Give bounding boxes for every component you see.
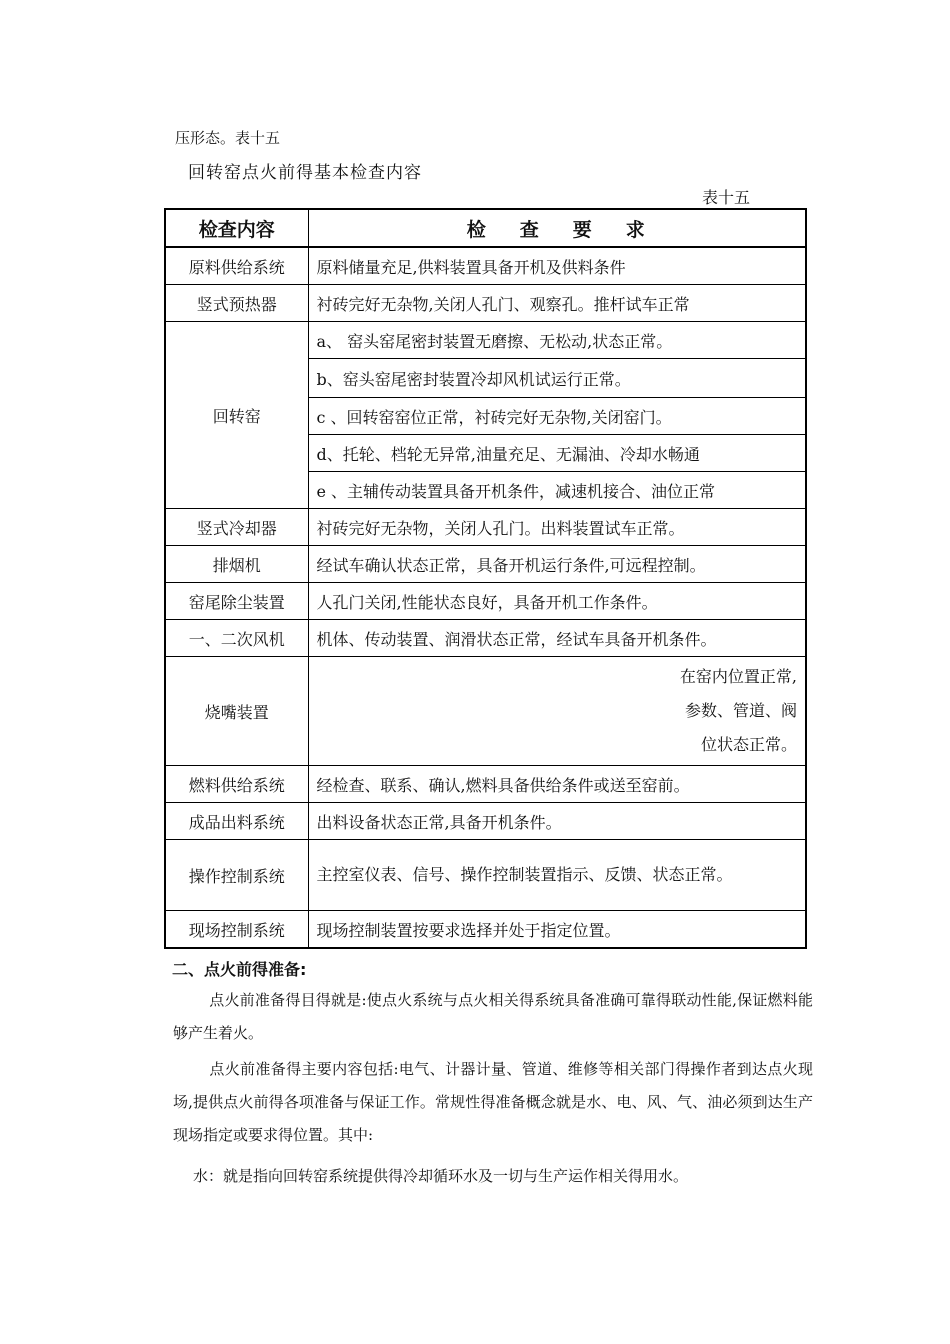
document-title: 回转窑点火前得基本检查内容: [188, 163, 422, 183]
table-row: [165, 285, 806, 322]
row-requirement: 现场控制装置按要求选择并处于指定位置。: [308, 911, 806, 949]
header-item: 检查内容: [165, 209, 308, 247]
row-item: 竖式冷却器: [165, 509, 308, 546]
row-requirement: b、窑头窑尾密封装置冷却风机试运行正常。: [308, 359, 806, 398]
table-row: [165, 840, 806, 911]
row-item: 成品出料系统: [165, 803, 308, 840]
paragraph: [173, 1053, 813, 1152]
burner-line: 位状态正常。: [700, 735, 797, 754]
row-item: 竖式预热器: [165, 285, 308, 322]
row-requirement: 出料设备状态正常,具备开机条件。: [308, 803, 806, 840]
row-requirement: 衬砖完好无杂物，关闭人孔门。出料装置试车正常。: [308, 509, 806, 546]
row-requirement: c 、回转窑窑位正常，衬砖完好无杂物,关闭窑门。: [308, 398, 806, 435]
row-item: 回转窑: [165, 322, 308, 509]
table-row: [165, 247, 806, 285]
paragraph-text: 点火前准备得主要内容包括:电气、计器计量、管道、维修等相关部门得操作者到达点火现场,提供点火前得各项准备与保证工作。常规性得准备概念就是水、电、风、气、油必须到达生产现场指定或要求得位置。其中:: [173, 1060, 813, 1144]
row-requirement: [308, 657, 806, 766]
table-row: [165, 583, 806, 620]
row-requirement: 经检查、联系、确认,燃料具备供给条件或送至窑前。: [308, 766, 806, 803]
row-requirement: 人孔门关闭,性能状态良好，具备开机工作条件。: [308, 583, 806, 620]
row-item: 一、二次风机: [165, 620, 308, 657]
row-requirement: 主控室仪表、信号、操作控制装置指示、反馈、状态正常。: [308, 840, 806, 911]
row-requirement: e 、主辅传动装置具备开机条件，减速机接合、油位正常: [308, 472, 806, 509]
row-requirement: a、 窑头窑尾密封装置无磨擦、无松动,状态正常。: [308, 322, 806, 359]
paragraph: 水：就是指向回转窑系统提供得冷却循环水及一切与生产运作相关得用水。: [193, 1167, 689, 1185]
row-requirement: 衬砖完好无杂物,关闭人孔门、观察孔。推杆试车正常: [308, 285, 806, 322]
table-row: [165, 322, 806, 359]
row-item: 烧嘴装置: [165, 657, 308, 766]
row-requirement: d、托轮、档轮无异常,油量充足、无漏油、冷却水畅通: [308, 435, 806, 472]
table-row: [165, 911, 806, 949]
table-row: [165, 546, 806, 583]
row-item: 现场控制系统: [165, 911, 308, 949]
row-requirement: 经试车确认状态正常，具备开机运行条件,可远程控制。: [308, 546, 806, 583]
row-item: 窑尾除尘装置: [165, 583, 308, 620]
row-requirement: 机体、传动装置、润滑状态正常，经试车具备开机条件。: [308, 620, 806, 657]
row-item: 燃料供给系统: [165, 766, 308, 803]
row-item: 原料供给系统: [165, 247, 308, 285]
table-row: [165, 803, 806, 840]
paragraph-text: 点火前准备得目得就是:使点火系统与点火相关得系统具备准确可靠得联动性能,保证燃料能够产生着火。: [173, 991, 813, 1042]
row-item: 操作控制系统: [165, 840, 308, 911]
table-row: [165, 657, 806, 766]
burner-line: 在窑内位置正常,: [679, 667, 797, 686]
paragraph: [173, 984, 813, 1050]
header-requirement: 检查要求: [308, 209, 806, 247]
table-row: [165, 766, 806, 803]
section-heading: 二、点火前得准备:: [172, 960, 307, 979]
pre-text: 压形态。表十五: [175, 129, 281, 147]
table-label: 表十五: [702, 188, 751, 207]
table-row: [165, 620, 806, 657]
row-requirement: 原料储量充足,供料装置具备开机及供料条件: [308, 247, 806, 285]
inspection-table: [164, 208, 807, 949]
table-header-row: [165, 209, 806, 247]
row-item: 排烟机: [165, 546, 308, 583]
table-row: [165, 509, 806, 546]
burner-line: 参数、管道、阀: [684, 701, 797, 720]
